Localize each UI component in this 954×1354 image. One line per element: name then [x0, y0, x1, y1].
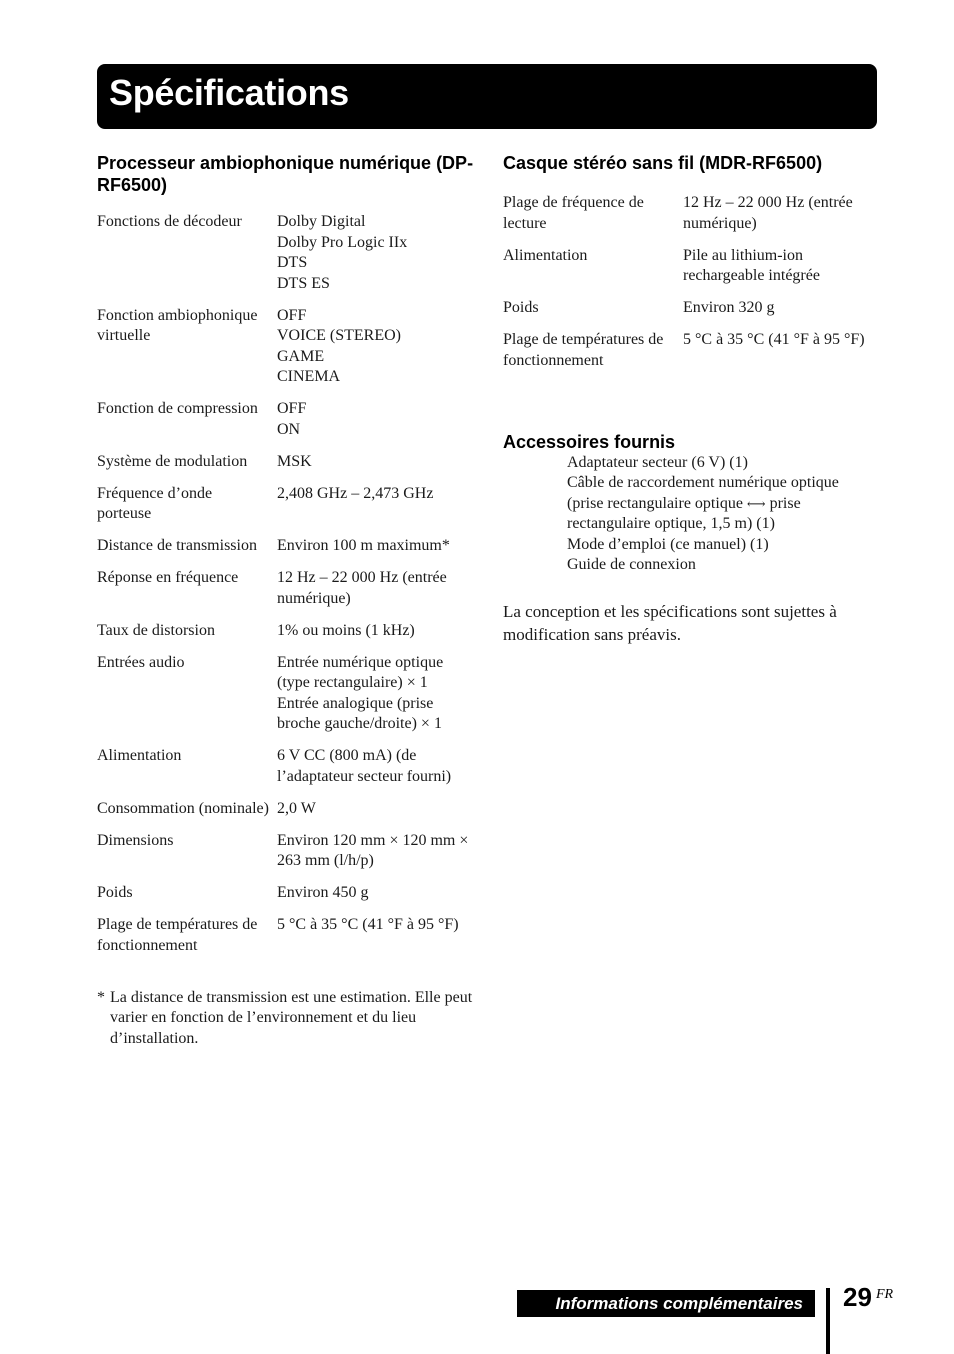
spec-value-cell: [277, 831, 477, 884]
double-arrow-icon: ⟷: [746, 495, 766, 511]
spec-value: ON: [277, 420, 301, 438]
spec-row: [97, 568, 477, 621]
spec-value: 2,408 GHz – 2,473 GHz: [277, 484, 434, 502]
spec-value-cell: [277, 568, 477, 621]
spec-value: Pile au lithium-ion rechargeable intégrée: [683, 246, 820, 284]
spec-value-cell: [277, 621, 477, 653]
spec-value: Dolby Digital: [277, 213, 366, 230]
accessories-list: [503, 453, 878, 576]
spec-value: Dolby Pro Logic IIx: [277, 233, 408, 251]
spec-value-cell: [277, 484, 477, 537]
accessory-item-text: prise rectangulaire optique, 1,5 m) (1): [567, 494, 801, 532]
spec-value: Entrée analogique (prise broche gauche/droite) × 1: [277, 694, 442, 732]
spec-row: [97, 746, 477, 799]
footer-divider: [826, 1288, 830, 1354]
spec-value-cell: [277, 915, 477, 968]
page-title: Spécifications: [109, 72, 349, 113]
spec-value-cell: [277, 883, 477, 915]
headphones-spec-body: [503, 193, 878, 383]
spec-row: [97, 484, 477, 537]
spec-label: Entrées audio: [97, 653, 185, 671]
spec-value: 12 Hz – 22 000 Hz (entrée numérique): [683, 194, 853, 232]
footnote-text: La distance de transmission est une estimation. Elle peut varier en fonction de l’environnement et du lieu d’installation.: [110, 988, 473, 1047]
spec-row: [503, 246, 878, 299]
spec-value: VOICE (STEREO): [277, 327, 401, 344]
spec-value: Environ 100 m maximum*: [277, 537, 450, 554]
accessory-item: Mode d’emploi (ce manuel) (1): [567, 535, 769, 553]
spec-row: [97, 536, 477, 568]
page-language-suffix: FR: [876, 1287, 894, 1302]
headphones-heading: Casque stéréo sans fil (MDR-RF6500): [503, 153, 823, 173]
spec-value-cell: [277, 306, 477, 400]
footer-section-label: Informations complémentaires: [517, 1290, 815, 1317]
spec-row: [97, 653, 477, 747]
spec-row: [97, 831, 477, 884]
spec-value: 5 °C à 35 °C (41 °F à 95 °F): [277, 916, 459, 933]
spec-value: MSK: [277, 452, 312, 470]
processor-section: [97, 152, 477, 1049]
spec-value: Entrée numérique optique (type rectangulaire) × 1: [277, 653, 444, 691]
spec-label: Consommation (nominale): [97, 799, 269, 817]
spec-value: 1% ou moins (1 kHz): [277, 621, 415, 639]
spec-value: OFF: [277, 400, 307, 417]
processor-heading: Processeur ambiophonique numérique (DP-RF6500): [97, 153, 474, 195]
spec-row: [97, 621, 477, 653]
spec-row: [503, 330, 878, 383]
accessory-item-text: Câble de raccordement numérique optique (prise rectangulaire optique: [567, 474, 839, 512]
page-number: 29: [843, 1282, 872, 1312]
spec-value-cell: [277, 212, 477, 306]
spec-row: [503, 193, 878, 246]
spec-value: 5 °C à 35 °C (41 °F à 95 °F): [683, 331, 865, 348]
spec-label: Plage de températures de fonctionnement: [503, 331, 664, 369]
spec-value-cell: [277, 653, 477, 747]
spec-value: DTS: [277, 254, 308, 271]
spec-label: Système de modulation: [97, 452, 248, 470]
spec-label: Dimensions: [97, 831, 174, 849]
spec-row: [503, 298, 878, 330]
footnote-marker: *: [97, 988, 105, 1006]
design-note: La conception et les spécifications sont sujettes à modification sans préavis.: [503, 601, 837, 644]
spec-label: Alimentation: [97, 747, 182, 764]
spec-value: Environ 320 g: [683, 299, 775, 316]
spec-value-cell: [277, 452, 477, 484]
spec-label: Taux de distorsion: [97, 621, 215, 639]
processor-spec-table: [97, 212, 477, 968]
transmission-footnote: [97, 988, 477, 1050]
spec-row: [97, 452, 477, 484]
spec-value: Environ 120 mm × 120 mm × 263 mm (l/h/p): [277, 831, 469, 869]
spec-label: Fréquence d’onde porteuse: [97, 484, 213, 522]
spec-value-cell: [683, 330, 878, 383]
spec-value-cell: [277, 399, 477, 452]
spec-label: Réponse en fréquence: [97, 569, 239, 586]
spec-label: Plage de températures de fonctionnement: [97, 916, 258, 954]
spec-value: 6 V CC (800 mA) (de l’adaptateur secteur fourni): [277, 747, 452, 785]
spec-value: OFF: [277, 306, 307, 324]
accessory-item: [567, 473, 878, 535]
spec-label: Distance de transmission: [97, 537, 257, 554]
spec-row: [97, 883, 477, 915]
spec-label: Fonction ambiophonique virtuelle: [97, 306, 258, 344]
spec-label: Plage de fréquence de lecture: [503, 194, 644, 232]
spec-value-cell: [683, 298, 878, 330]
spec-label: Fonctions de décodeur: [97, 213, 242, 230]
spec-label: Alimentation: [503, 246, 588, 264]
spec-row: [97, 399, 477, 452]
title-bar: [97, 64, 877, 129]
spec-value: DTS ES: [277, 274, 330, 292]
spec-row: [97, 306, 477, 400]
spec-value-cell: [683, 246, 878, 299]
spec-label: Poids: [503, 299, 539, 316]
spec-label: Poids: [97, 884, 133, 901]
spec-value: GAME: [277, 347, 325, 365]
spec-value-cell: [277, 746, 477, 799]
spec-value: CINEMA: [277, 368, 341, 385]
spec-row: [97, 915, 477, 968]
spec-value-cell: [683, 193, 878, 246]
spec-value: Environ 450 g: [277, 884, 369, 901]
spec-row: [97, 799, 477, 831]
accessories-heading: Accessoires fournis: [503, 431, 676, 452]
accessory-item: Adaptateur secteur (6 V) (1): [567, 453, 748, 471]
headphones-section: [503, 152, 878, 663]
spec-label: Fonction de compression: [97, 400, 258, 417]
processor-spec-body: [97, 212, 477, 968]
spec-value-cell: [277, 799, 477, 831]
spec-value-cell: [277, 536, 477, 568]
spec-value: 2,0 W: [277, 799, 316, 817]
spec-value: 12 Hz – 22 000 Hz (entrée numérique): [277, 569, 447, 607]
spec-row: [97, 212, 477, 306]
headphones-spec-table: [503, 193, 878, 383]
accessory-item: Guide de connexion: [567, 556, 696, 573]
